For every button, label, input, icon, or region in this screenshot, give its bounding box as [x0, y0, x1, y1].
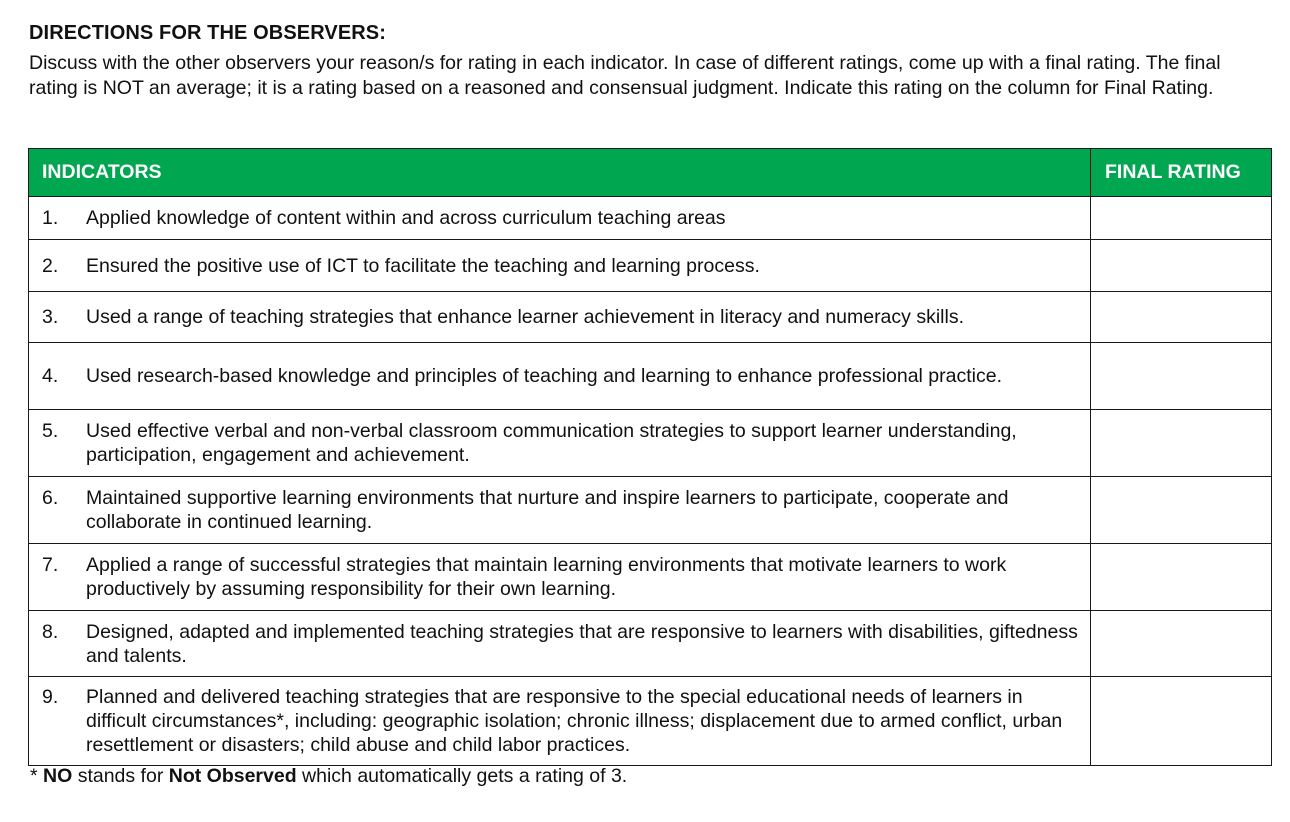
indicator-cell [29, 677, 1091, 766]
indicator-text: Used a range of teaching strategies that enhance learner achievement in literacy and numeracy skills. [86, 306, 964, 328]
final-rating-cell[interactable] [1091, 292, 1272, 343]
indicator-text: Used research-based knowledge and principles of teaching and learning to enhance professional practice. [86, 365, 1002, 387]
indicator-text: Applied knowledge of content within and across curriculum teaching areas [86, 207, 726, 229]
table-row [29, 611, 1272, 677]
indicator-number: 2. [42, 254, 59, 277]
footnote-text-rest: which automatically gets a rating of 3. [302, 765, 628, 787]
final-rating-cell[interactable] [1091, 197, 1272, 240]
indicator-cell [29, 292, 1091, 343]
indicator-text: Applied a range of successful strategies that maintain learning environments that motivate learners to work productively by assuming responsibility for their own learning. [86, 554, 1007, 600]
indicator-number: 1. [42, 207, 59, 229]
indicator-number: 9. [42, 686, 59, 708]
final-rating-cell[interactable] [1091, 611, 1272, 677]
table-row [29, 197, 1272, 240]
directions-heading: DIRECTIONS FOR THE OBSERVERS: [29, 22, 387, 44]
indicator-number: 4. [42, 365, 59, 387]
final-rating-cell[interactable] [1091, 544, 1272, 611]
indicator-cell [29, 410, 1091, 477]
directions-text: Discuss with the other observers your reason/s for rating in each indicator. In case of different ratings, come up with a final rating. The final rating is NOT an average; it is a rating based on a reasoned and consensual judgment. Indicate this rating on the column for Final Rating. [29, 52, 1221, 99]
indicator-number: 8. [42, 620, 59, 643]
final-rating-cell[interactable] [1091, 477, 1272, 544]
indicator-cell [29, 544, 1091, 611]
indicator-number: 5. [42, 420, 59, 442]
table-row [29, 292, 1272, 343]
footnote-star: * [30, 765, 38, 787]
indicator-text: Ensured the positive use of ICT to facilitate the teaching and learning process. [86, 254, 760, 277]
table-row [29, 410, 1272, 477]
indicator-text: Planned and delivered teaching strategies that are responsive to the special educational needs of learners in difficult circumstances*, including: geographic isolation; chronic illness; displacement due to armed conflict, urban resettlement or disasters; child abuse and child labor practices. [86, 686, 1063, 756]
indicator-number: 7. [42, 554, 59, 576]
table-row [29, 677, 1272, 766]
table-row [29, 544, 1272, 611]
final-rating-cell[interactable] [1091, 240, 1272, 292]
footnote-term: Not Observed [168, 765, 297, 787]
footnote-text-mid: stands for [77, 765, 164, 787]
indicator-cell [29, 197, 1091, 240]
table-header-row [29, 149, 1272, 197]
footnote [30, 765, 627, 788]
indicator-cell [29, 477, 1091, 544]
final-rating-cell[interactable] [1091, 343, 1272, 410]
footnote-abbreviation: NO [43, 765, 73, 787]
indicator-text: Designed, adapted and implemented teaching strategies that are responsive to learners with disabilities, giftedness and talents. [86, 620, 1078, 667]
indicator-number: 3. [42, 306, 59, 328]
indicator-cell [29, 343, 1091, 410]
table-row [29, 343, 1272, 410]
indicators-column-header: INDICATORS [29, 149, 1091, 197]
table-row [29, 240, 1272, 292]
indicator-text: Maintained supportive learning environments that nurture and inspire learners to participate, cooperate and collaborate in continued learning. [86, 487, 1009, 533]
table-row [29, 477, 1272, 544]
final-rating-cell[interactable] [1091, 677, 1272, 766]
indicators-table [28, 148, 1272, 766]
final-rating-cell[interactable] [1091, 410, 1272, 477]
indicator-cell [29, 240, 1091, 292]
indicator-text: Used effective verbal and non-verbal classroom communication strategies to support learner understanding, participation, engagement and achievement. [86, 420, 1017, 466]
indicator-number: 6. [42, 487, 59, 509]
final-rating-column-header: FINAL RATING [1091, 149, 1272, 197]
indicator-cell [29, 611, 1091, 677]
